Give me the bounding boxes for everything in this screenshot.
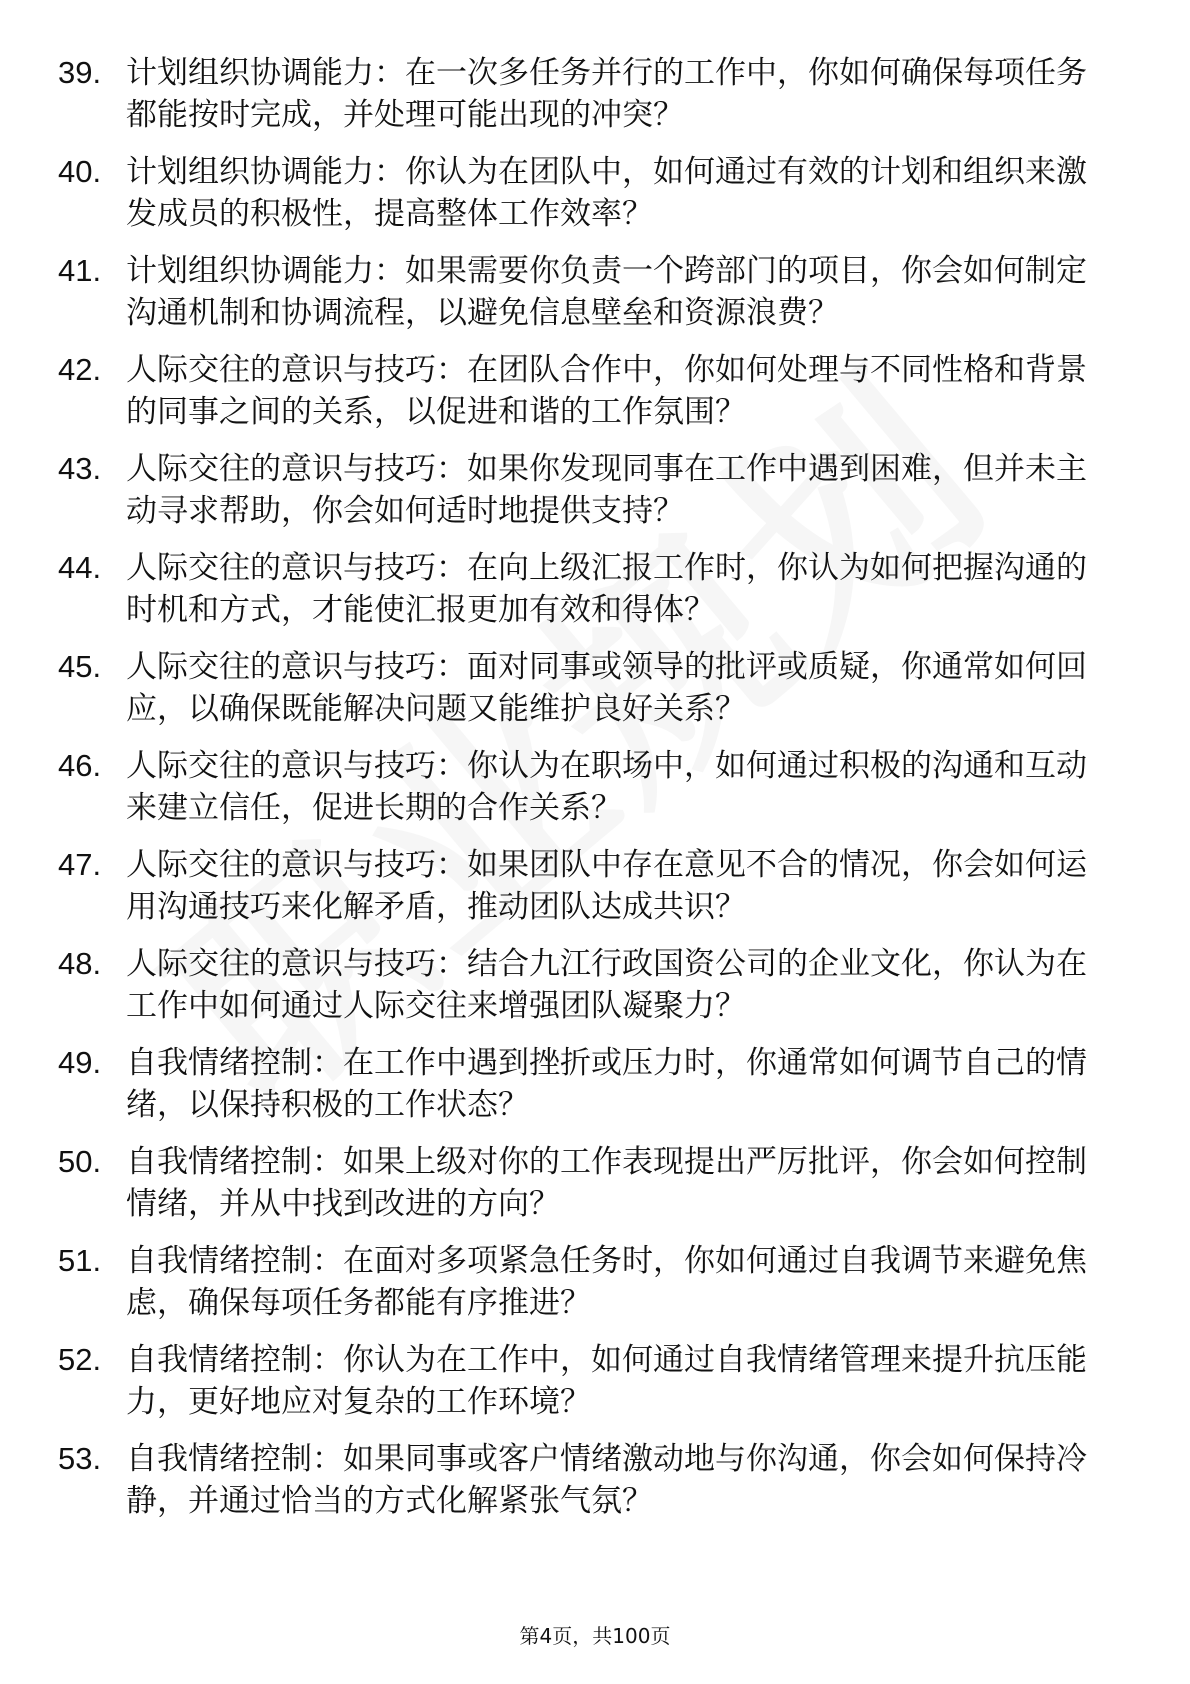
question-text: 自我情绪控制：你认为在工作中，如何通过自我情绪管理来提升抗压能力，更好地应对复杂的工作环境？	[126, 1342, 1087, 1420]
question-text: 人际交往的意识与技巧：在向上级汇报工作时，你认为如何把握沟通的时机和方式，才能使汇报更加有效和得体？	[126, 550, 1087, 628]
question-text: 人际交往的意识与技巧：如果团队中存在意见不合的情况，你会如何运用沟通技巧来化解矛盾，推动团队达成共识？	[126, 847, 1087, 925]
page-footer: 第4页，共100页	[519, 1624, 671, 1648]
question-item	[58, 745, 1088, 829]
question-text: 计划组织协调能力：在一次多任务并行的工作中，你如何确保每项任务都能按时完成，并处理可能出现的冲突？	[126, 55, 1087, 133]
question-number: 48.	[58, 946, 102, 981]
question-text: 人际交往的意识与技巧：如果你发现同事在工作中遇到困难，但并未主动寻求帮助，你会如何适时地提供支持？	[126, 451, 1087, 529]
question-item	[58, 943, 1088, 1027]
question-item	[58, 151, 1088, 235]
question-item	[58, 646, 1088, 730]
question-text: 计划组织协调能力：如果需要你负责一个跨部门的项目，你会如何制定沟通机制和协调流程，以避免信息壁垒和资源浪费？	[126, 253, 1087, 331]
question-number: 44.	[58, 550, 102, 585]
question-text: 自我情绪控制：如果同事或客户情绪激动地与你沟通，你会如何保持冷静，并通过恰当的方式化解紧张气氛？	[126, 1441, 1087, 1519]
question-text: 自我情绪控制：如果上级对你的工作表现提出严厉批评，你会如何控制情绪，并从中找到改进的方向？	[126, 1144, 1087, 1222]
question-number: 40.	[58, 154, 102, 189]
question-number: 46.	[58, 748, 102, 783]
question-number: 45.	[58, 649, 102, 684]
question-text: 人际交往的意识与技巧：结合九江行政国资公司的企业文化，你认为在工作中如何通过人际交往来增强团队凝聚力？	[126, 946, 1087, 1024]
question-item	[58, 349, 1088, 433]
question-number: 53.	[58, 1441, 102, 1476]
question-item	[58, 1240, 1088, 1324]
question-text: 自我情绪控制：在工作中遇到挫折或压力时，你通常如何调节自己的情绪，以保持积极的工作状态？	[126, 1045, 1087, 1123]
question-item	[58, 1042, 1088, 1126]
question-number: 39.	[58, 55, 102, 90]
question-number: 42.	[58, 352, 102, 387]
question-text: 计划组织协调能力：你认为在团队中，如何通过有效的计划和组织来激发成员的积极性，提高整体工作效率？	[126, 154, 1087, 232]
question-text: 人际交往的意识与技巧：在团队合作中，你如何处理与不同性格和背景的同事之间的关系，以促进和谐的工作氛围？	[126, 352, 1087, 430]
question-number: 51.	[58, 1243, 102, 1278]
question-item	[58, 1339, 1088, 1423]
question-item	[58, 547, 1088, 631]
question-text: 人际交往的意识与技巧：你认为在职场中，如何通过积极的沟通和互动来建立信任，促进长期的合作关系？	[126, 748, 1087, 826]
question-number: 50.	[58, 1144, 102, 1179]
question-text: 人际交往的意识与技巧：面对同事或领导的批评或质疑，你通常如何回应，以确保既能解决问题又能维护良好关系？	[126, 649, 1087, 727]
question-list	[58, 52, 1138, 1537]
question-item	[58, 844, 1088, 928]
question-number: 52.	[58, 1342, 102, 1377]
question-number: 47.	[58, 847, 102, 882]
question-item	[58, 448, 1088, 532]
question-number: 49.	[58, 1045, 102, 1080]
question-item	[58, 1141, 1088, 1225]
question-item	[58, 1438, 1088, 1522]
question-number: 41.	[58, 253, 102, 288]
question-item	[58, 250, 1088, 334]
question-item	[58, 52, 1088, 136]
question-number: 43.	[58, 451, 102, 486]
question-text: 自我情绪控制：在面对多项紧急任务时，你如何通过自我调节来避免焦虑，确保每项任务都能有序推进？	[126, 1243, 1087, 1321]
